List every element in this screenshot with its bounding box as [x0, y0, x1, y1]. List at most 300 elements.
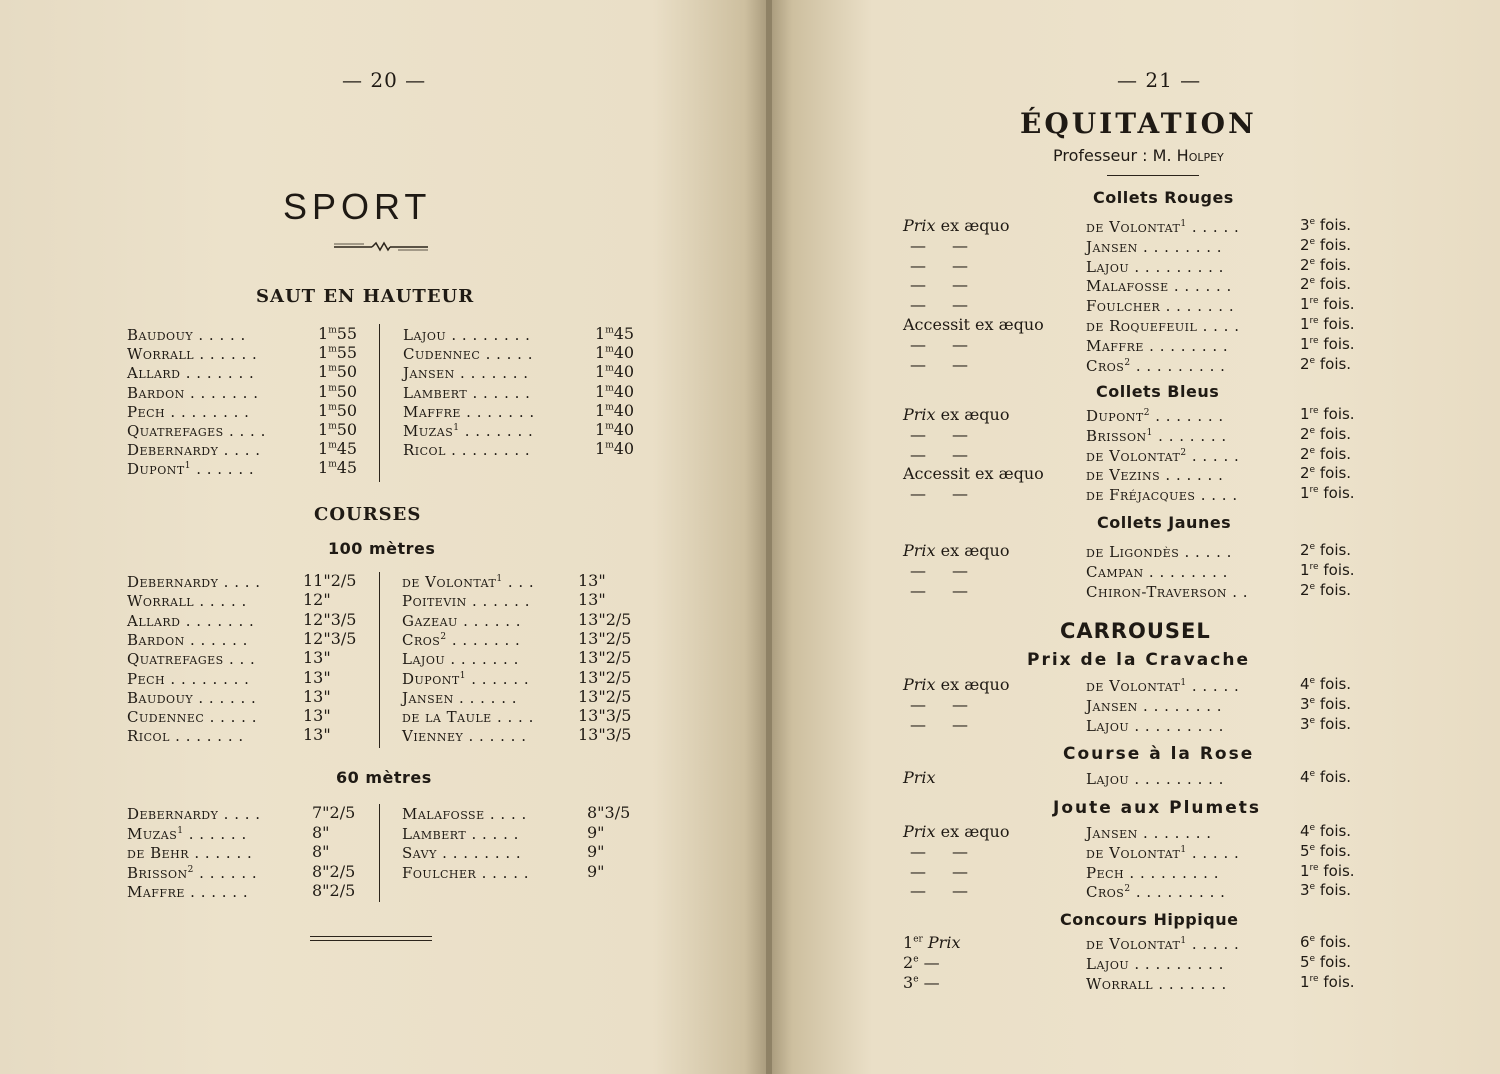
rider-name-text: Worrall — [1086, 974, 1154, 993]
rider-name-text: Lajou — [1086, 954, 1130, 973]
result-unit: m — [328, 402, 337, 413]
times-count — [1300, 484, 1355, 502]
athlete-name — [402, 592, 530, 610]
athlete-name-text: Maffre — [127, 883, 185, 901]
result-unit: m — [605, 421, 614, 432]
dash-ditto: — — [910, 255, 926, 275]
rider-name-text: Dupont — [1086, 407, 1144, 425]
footnote-mark: 1 — [1180, 219, 1187, 229]
result-digits: 40 — [613, 400, 635, 420]
footnote-mark: 1 — [184, 461, 191, 472]
dash-ditto: — — [910, 235, 926, 255]
times-number: 3 — [1300, 694, 1310, 713]
leader-dots: . . . . . . . . — [445, 441, 531, 460]
prize-label — [903, 933, 960, 952]
leader-dots: . . . . . . — [189, 844, 253, 862]
prize-label — [903, 315, 1044, 334]
leader-dots: . . . . . . — [193, 688, 257, 707]
prize-qualifier: ex æquo — [935, 541, 1010, 560]
result-digits: 55 — [336, 324, 358, 343]
times-count — [1300, 822, 1351, 840]
page-number-right: — 21 — — [1117, 68, 1202, 92]
times-word: fois. — [1315, 714, 1352, 733]
prize-word: Prix — [903, 768, 936, 787]
athlete-name-text: Worrall — [127, 592, 195, 611]
leader-dots: . . . . . . . — [445, 650, 519, 669]
athlete-name-text: Foulcher — [402, 863, 477, 882]
result-text: 13" — [303, 686, 331, 706]
dash-ditto: — — [910, 334, 926, 354]
title-rule — [1107, 175, 1199, 176]
times-suffix: re — [1309, 296, 1319, 307]
result-digits: 40 — [613, 362, 635, 382]
footnote-mark: 1 — [1180, 936, 1187, 946]
times-count — [1300, 216, 1351, 234]
rider-name — [1086, 218, 1239, 236]
leader-dots: . . . . . . . — [460, 402, 535, 421]
times-word: fois. — [1315, 255, 1352, 274]
leader-dots: . . . . . . . . — [1137, 237, 1223, 256]
result-value — [303, 687, 331, 706]
rider-name — [1086, 697, 1222, 715]
result-value — [303, 725, 331, 744]
prize-label — [903, 822, 1009, 841]
leader-dots: . . . . . . — [466, 592, 530, 611]
dash-ditto: — — [952, 235, 968, 255]
athlete-name-text: Debernardy — [127, 573, 219, 591]
end-rule — [310, 940, 432, 941]
rider-name — [1086, 543, 1232, 561]
prize-label — [903, 768, 936, 787]
prize-label — [903, 541, 1009, 560]
result-value — [303, 571, 356, 590]
leader-dots: . . . . . . . . . — [1129, 954, 1224, 973]
page-title-equitation: ÉQUITATION — [1020, 107, 1257, 140]
rider-name-text: Maffre — [1086, 336, 1144, 355]
section-heading: Prix de la Cravache — [1027, 650, 1250, 670]
leader-dots: . . . . . . . — [1160, 297, 1235, 316]
dash-ditto: — — [952, 714, 968, 734]
result-digits: 45 — [336, 439, 358, 459]
leader-dots: . . . . . — [1186, 935, 1240, 953]
result-digits: 1 — [318, 343, 329, 363]
result-unit: m — [328, 364, 337, 375]
result-unit: m — [605, 325, 614, 336]
times-word: fois. — [1315, 464, 1352, 483]
leader-dots: . . . . . . . — [184, 383, 259, 402]
result-value — [578, 687, 631, 706]
athlete-name — [402, 612, 521, 630]
rider-name — [1086, 717, 1224, 735]
result-unit: m — [328, 440, 337, 451]
athlete-name — [127, 573, 261, 591]
result-unit: m — [328, 460, 337, 471]
prize-label — [910, 355, 968, 374]
leader-dots: . . . . . . — [463, 727, 527, 746]
times-suffix: e — [1309, 465, 1316, 476]
athlete-name-text: Worrall — [127, 345, 195, 364]
times-count — [1300, 315, 1355, 333]
leader-dots: . . . . . . . . — [446, 326, 531, 344]
prize-label — [910, 842, 968, 861]
leader-dots: . . . — [502, 573, 535, 591]
leader-dots: . . . . . — [1179, 543, 1232, 561]
athlete-name — [127, 727, 244, 745]
times-word: fois. — [1318, 405, 1355, 423]
leader-dots: . . . . . . — [193, 863, 258, 882]
result-digits: 1 — [318, 439, 329, 459]
rider-name — [1086, 447, 1239, 465]
dash-ditto: — — [910, 295, 926, 315]
prize-qualifier: ex æquo — [935, 405, 1010, 424]
times-word: fois. — [1318, 484, 1355, 503]
athlete-name — [402, 670, 529, 688]
dash-ditto: — — [952, 354, 968, 374]
athlete-name — [127, 689, 256, 707]
athlete-name-text: Muzas — [403, 422, 454, 440]
dash-ditto: — — [952, 275, 968, 295]
times-suffix: e — [1309, 769, 1316, 779]
dash-ditto: — — [952, 424, 968, 444]
heading-courses: COURSES — [314, 504, 422, 525]
athlete-name-text: Vienney — [402, 727, 464, 746]
athlete-name-text: Baudouy — [127, 326, 194, 344]
times-number: 4 — [1300, 822, 1310, 840]
prize-label — [910, 275, 968, 294]
dash-ditto: — — [952, 841, 968, 861]
rider-name — [1086, 935, 1239, 953]
times-number: 3 — [1300, 216, 1310, 234]
rider-name — [1086, 466, 1223, 484]
rider-name — [1086, 486, 1238, 504]
result-value — [578, 629, 631, 648]
leader-dots: . . . . . — [1186, 843, 1240, 862]
ordinal-number: 1 — [903, 933, 914, 952]
times-suffix: re — [1309, 485, 1319, 496]
athlete-name — [127, 650, 255, 668]
ordinal-number: 3 — [903, 972, 914, 992]
rider-name-text: de Volontat — [1086, 677, 1181, 695]
rider-name-text: Jansen — [1086, 696, 1138, 715]
times-word: fois. — [1315, 275, 1352, 294]
athlete-name-text: Allard — [127, 364, 181, 383]
rider-name-text: Cros — [1086, 356, 1125, 375]
athlete-name — [402, 708, 534, 726]
times-word: fois. — [1315, 235, 1352, 254]
section-heading: Course à la Rose — [1063, 744, 1255, 764]
result-value — [303, 648, 331, 667]
times-word: fois. — [1315, 952, 1352, 971]
times-count — [1300, 256, 1351, 274]
athlete-name — [403, 403, 535, 421]
dash-ditto: — — [952, 484, 968, 504]
prize-word: Prix — [903, 216, 936, 235]
result-value — [318, 439, 357, 458]
athlete-name — [402, 864, 529, 882]
prize-word: Accessit — [903, 315, 970, 334]
result-unit: m — [328, 344, 337, 355]
rider-name-text: de Volontat — [1086, 843, 1181, 862]
footnote-mark: 1 — [1180, 844, 1187, 855]
times-suffix: e — [1309, 715, 1316, 726]
leader-dots: . . . . . . — [184, 883, 249, 901]
result-digits: 40 — [613, 420, 635, 439]
times-word: fois. — [1315, 675, 1352, 693]
times-number: 6 — [1300, 933, 1310, 951]
result-text: 9" — [587, 842, 605, 861]
rider-name-text: Campan — [1086, 562, 1144, 581]
times-word: fois. — [1318, 560, 1355, 579]
athlete-name-text: Dupont — [402, 669, 460, 688]
leader-dots: . . . . . . . — [1152, 426, 1227, 445]
result-value — [587, 823, 605, 842]
result-digits: 1 — [318, 381, 329, 401]
times-suffix: e — [1309, 676, 1316, 686]
athlete-name-text: Bardon — [127, 630, 185, 649]
times-suffix: e — [1309, 581, 1316, 592]
times-count — [1300, 768, 1351, 786]
result-digits: 1 — [595, 324, 606, 343]
result-value — [595, 420, 634, 439]
athlete-name-text: Quatrefages — [127, 650, 224, 669]
result-text: 12"3/5 — [303, 609, 357, 629]
ornament-divider-icon — [334, 240, 428, 254]
result-text: 9" — [587, 861, 605, 881]
rider-name — [1086, 277, 1232, 295]
leader-dots: . . — [1227, 582, 1249, 601]
leader-dots: . . . . . . . . . — [1129, 770, 1224, 788]
result-text: 12" — [303, 590, 331, 610]
end-rule — [310, 936, 432, 937]
athlete-name-text: Dupont — [127, 460, 185, 479]
athlete-name — [402, 573, 534, 591]
section-heading: Concours Hippique — [1060, 910, 1239, 929]
result-digits: 1 — [595, 343, 606, 363]
leader-dots: . . . . — [1197, 317, 1240, 335]
result-digits: 50 — [336, 420, 358, 439]
result-value — [303, 668, 331, 687]
footnote-mark: 1 — [1146, 427, 1153, 438]
times-suffix: e — [1309, 236, 1316, 247]
leader-dots: . . . . . — [204, 708, 257, 727]
prize-label — [903, 675, 1009, 694]
times-count — [1300, 275, 1351, 293]
leader-dots: . . . . . . . . . — [1130, 356, 1226, 375]
leader-dots: . . . . . . . — [459, 422, 534, 440]
times-suffix: re — [1309, 406, 1319, 416]
times-word: fois. — [1315, 541, 1352, 559]
leader-dots: . . . . . . . — [180, 364, 255, 383]
result-text: 13"2/5 — [578, 667, 632, 687]
times-count — [1300, 695, 1351, 713]
times-word: fois. — [1318, 295, 1355, 314]
result-value — [578, 590, 606, 609]
result-text: 13"2/5 — [578, 686, 632, 706]
leader-dots: . . . . . — [480, 345, 533, 364]
dash-ditto: — — [910, 424, 926, 444]
rider-name-text: de Volontat — [1086, 446, 1181, 465]
dash-ditto: — — [910, 484, 926, 504]
result-value — [312, 803, 355, 822]
result-unit: m — [328, 383, 337, 394]
result-value — [318, 420, 357, 439]
prize-label — [910, 256, 968, 275]
rider-name-text: Malafosse — [1086, 277, 1169, 296]
rider-name-text: de Vezins — [1086, 466, 1161, 485]
athlete-name — [127, 805, 261, 823]
result-value — [595, 343, 634, 362]
result-value — [595, 401, 634, 420]
result-digits: 1 — [318, 400, 329, 420]
result-value — [318, 382, 357, 401]
times-suffix: e — [1309, 425, 1316, 436]
times-word: fois. — [1315, 580, 1352, 599]
footnote-mark: 2 — [1143, 408, 1150, 418]
result-text: 13" — [578, 590, 606, 610]
athlete-name — [127, 460, 254, 478]
result-text: 9" — [587, 822, 605, 842]
leader-dots: . . . . . . . . — [1143, 336, 1229, 355]
rider-name — [1086, 238, 1222, 256]
times-number: 2 — [1300, 424, 1310, 443]
result-digits: 1 — [318, 324, 329, 343]
athlete-name — [402, 805, 527, 823]
result-value — [318, 343, 357, 362]
result-digits: 1 — [595, 381, 606, 401]
result-text: 8"2/5 — [312, 881, 356, 900]
athlete-name-text: Malafosse — [402, 805, 485, 823]
dash-ditto: — — [952, 861, 968, 881]
rider-name-text: Foulcher — [1086, 297, 1161, 316]
athlete-name — [127, 364, 254, 382]
times-number: 4 — [1300, 768, 1310, 786]
prize-rest: — — [918, 972, 940, 992]
prize-label — [910, 581, 968, 600]
rider-name-text: de Roquefeuil — [1086, 317, 1198, 335]
prize-label — [910, 335, 968, 354]
athlete-name — [127, 670, 249, 688]
rider-name-text: de Ligondès — [1086, 543, 1180, 561]
times-word: fois. — [1318, 972, 1355, 991]
footnote-mark: 1 — [453, 423, 460, 433]
times-number: 2 — [1300, 235, 1310, 254]
times-word: fois. — [1315, 881, 1352, 900]
leader-dots: . . . . . . . . — [1137, 696, 1223, 715]
result-unit: m — [605, 344, 614, 355]
result-value — [318, 362, 357, 381]
result-digits: 40 — [613, 381, 635, 401]
result-digits: 45 — [613, 324, 635, 343]
result-digits: 1 — [318, 458, 329, 478]
athlete-name — [403, 326, 530, 344]
times-count — [1300, 581, 1351, 599]
times-number: 1 — [1300, 334, 1310, 353]
athlete-name-text: de Volontat — [402, 573, 497, 591]
times-count — [1300, 445, 1351, 463]
athlete-name — [403, 422, 533, 440]
athlete-name — [127, 384, 258, 402]
prize-label — [910, 425, 968, 444]
result-value — [303, 706, 331, 725]
dash-ditto: — — [910, 560, 926, 580]
result-value — [578, 571, 606, 590]
leader-dots: . . . . . . — [465, 669, 530, 688]
result-value — [595, 324, 634, 343]
leader-dots: . . . . . . — [457, 611, 522, 630]
athlete-name-text: Poitevin — [402, 592, 467, 611]
athlete-name-text: Jansen — [403, 364, 455, 383]
prize-label — [910, 445, 968, 464]
times-count — [1300, 236, 1351, 254]
times-suffix: re — [1309, 335, 1319, 346]
times-count — [1300, 953, 1351, 971]
result-value — [578, 668, 631, 687]
times-suffix: e — [1309, 842, 1316, 853]
leader-dots: . . . . — [484, 805, 527, 823]
result-unit: m — [328, 421, 337, 432]
rider-name-text: Cros — [1086, 883, 1125, 902]
prize-label — [910, 881, 968, 900]
ordinal-suffix: e — [913, 954, 919, 965]
athlete-name-text: de Behr — [127, 844, 190, 862]
athlete-name — [127, 612, 254, 630]
dash-ditto: — — [910, 444, 926, 464]
times-count — [1300, 464, 1351, 482]
result-unit: m — [605, 364, 614, 375]
page-title-sport: SPORT — [283, 186, 432, 227]
result-digits: 1 — [595, 362, 606, 382]
result-text: 11"2/5 — [303, 571, 357, 590]
rider-name — [1086, 677, 1239, 695]
times-count — [1300, 425, 1351, 443]
athlete-name-text: Cudennec — [403, 345, 481, 364]
section-heading: Collets Bleus — [1096, 382, 1220, 401]
times-number: 1 — [1300, 484, 1310, 503]
athlete-name-text: Baudouy — [127, 688, 194, 707]
footnote-mark: 2 — [1124, 884, 1131, 895]
result-digits: 1 — [318, 420, 329, 439]
leader-dots: . . . . . — [466, 824, 519, 843]
result-digits: 50 — [336, 362, 358, 382]
times-suffix: e — [1309, 882, 1316, 893]
result-text: 13" — [303, 667, 331, 687]
result-digits: 1 — [318, 362, 329, 382]
result-value — [595, 439, 634, 458]
result-digits: 50 — [336, 400, 358, 420]
footnote-mark: 2 — [440, 631, 447, 642]
prize-word: Prix — [903, 541, 936, 560]
athlete-name — [127, 631, 248, 649]
times-suffix: re — [1309, 561, 1319, 572]
result-digits: 45 — [336, 458, 358, 478]
athlete-name — [127, 844, 252, 862]
times-suffix: e — [1309, 953, 1316, 964]
leader-dots: . . . . — [218, 573, 261, 591]
result-unit: m — [605, 402, 614, 413]
leader-dots: . . . . . — [1186, 677, 1240, 695]
leader-dots: . . . . . — [193, 326, 246, 344]
times-number: 2 — [1300, 275, 1310, 294]
result-value — [587, 842, 605, 861]
times-number: 2 — [1300, 541, 1310, 559]
leader-dots: . . . . . . — [194, 345, 258, 364]
times-number: 2 — [1300, 444, 1310, 463]
footnote-mark: 1 — [177, 825, 184, 836]
leader-dots: . . . . . — [476, 863, 530, 882]
leader-dots: . . . . . — [1186, 218, 1240, 236]
prize-label — [910, 295, 968, 314]
times-word: fois. — [1318, 315, 1355, 333]
